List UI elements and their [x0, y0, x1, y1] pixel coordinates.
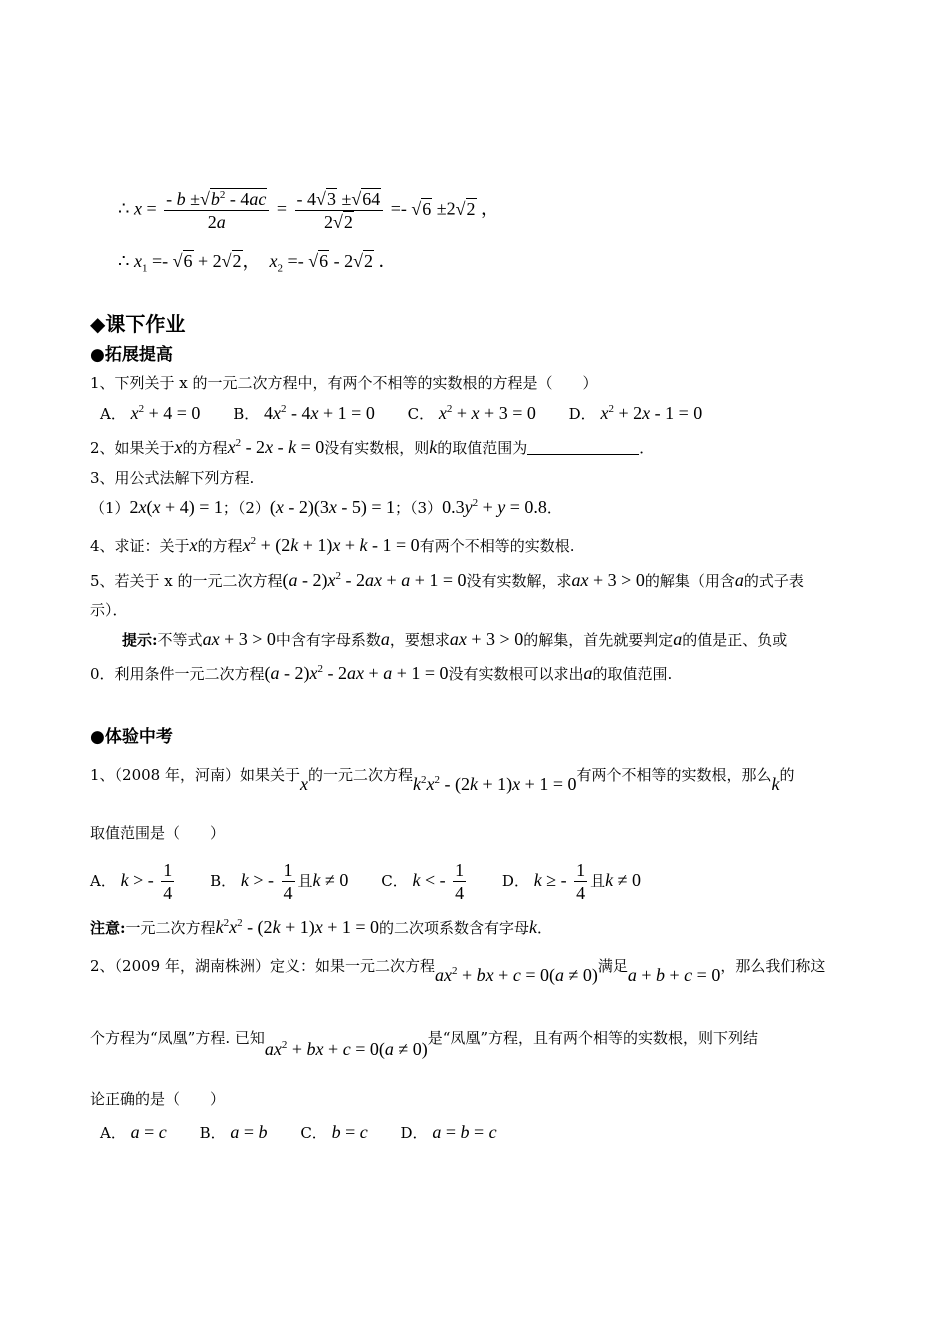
- solution-line-1: ∴ x = $\frac{- b \pm√b^2 - 4ac}{2a}$ = $\frac{- 4√3 \pm√64}{2√2}$ =- √6 ±2√2 ，: [118, 189, 500, 232]
- hint-line-1: 提示:不等式ax + 3 > 0中含有字母系数a，要想求ax + 3 > 0的解集，首先就要判定a的值是正、负或: [122, 629, 788, 649]
- exam-question-1-options: [90, 858, 641, 904]
- option-d: D． k ≥ - $\frac{1}{4}$ 且k ≠ 0: [501, 860, 642, 904]
- option-d: D． a = b = c: [400, 1122, 497, 1142]
- extend-question-1-options: [100, 402, 702, 425]
- option-b: B． a = b: [199, 1122, 268, 1142]
- option-b: B． k > - $\frac{1}{4}$ 且k ≠ 0: [210, 860, 349, 904]
- exam-question-2-options: [100, 1121, 497, 1144]
- note-label: 注意:: [90, 919, 126, 937]
- exam-question-2-line-2: 个方程为“凤凰”方程. 已知$ax^2$ + bx + c = 0(a ≠ 0)是“凤凰”方程，且有两个相等的实数根，则下列结: [90, 1029, 759, 1059]
- hint-line-2: 0．利用条件一元二次方程$(a - 2)x^2 - 2ax + a + 1 = 0$没有实数根可以求出a的取值范围.: [90, 663, 673, 683]
- option-a: A． a = c: [100, 1122, 167, 1142]
- extend-question-1: 1、下列关于 x 的一元二次方程中，有两个不相等的实数根的方程是（ ）: [90, 374, 598, 392]
- option-d: D． $x^2 + 2x - 1 = 0$: [568, 403, 703, 423]
- option-a: A． k > - $\frac{1}{4}$: [90, 860, 173, 904]
- exam-question-2-line-3: 论正确的是（ ）: [90, 1090, 226, 1108]
- extend-question-5-line-2: 示）．: [90, 601, 128, 619]
- extend-question-3-parts: （1）2x(x + 4) = 1；（2）(x - 2)(3x - 5) = 1；$(3)0.3y^2 + y = 0.8$．: [90, 497, 562, 517]
- option-a: A． $x^2 + 4 = 0$: [100, 403, 201, 423]
- exam-note: 注意:一元二次方程$k^2x^2 - (2k + 1)x + 1 = 0$的二次项系数含有字母k．: [90, 917, 553, 937]
- exam-question-2: 2、（2009 年，湖南株洲）定义：如果一元二次方程$ax^2$ + bx + c = 0(a ≠ 0)满足a + b + c = 0，那么我们称这: [90, 957, 826, 985]
- exam-question-1-line-2: 取值范围是（ ）: [90, 824, 226, 842]
- extend-section-title: ●拓展提高: [90, 345, 173, 365]
- quadratic-formula-fraction: $\frac{- b \pm√b^2 - 4ac}{2a}$: [164, 188, 269, 233]
- answer-blank: [527, 438, 639, 455]
- option-c: C． b = c: [300, 1122, 368, 1142]
- extend-question-4: 4、求证：关于x的方程$x^2 + (2k + 1)x + k - 1 = 0$有两个不相等的实数根.: [90, 535, 575, 555]
- exam-question-1: 1、（2008 年，河南）如果关于x的一元二次方程$k^2x^2 - (2k + 1)x + 1 = 0$有两个不相等的实数根，那么k的: [90, 766, 795, 794]
- option-c: C． k < - $\frac{1}{4}$: [381, 860, 465, 904]
- substituted-fraction: $\frac{- 4√3 \pm√64}{2√2}$: [295, 188, 384, 233]
- extend-question-5: 5、若关于 x 的一元二次方程$(a - 2)x^2 - 2ax + a + 1 = 0$没有实数解，求ax + 3 > 0的解集（用含a的式子表: [90, 570, 804, 590]
- exam-section-title: ●体验中考: [90, 727, 173, 747]
- homework-section-title: ◆课下作业: [90, 312, 186, 336]
- extend-question-3: 3、用公式法解下列方程.: [90, 469, 255, 487]
- option-c: C． $x^2 + x + 3 = 0$: [407, 403, 536, 423]
- hint-label: 提示:: [122, 631, 158, 649]
- extend-question-2: 2、如果关于x的方程$x^2 - 2x - k = 0$没有实数根，则k的取值范围为 ．: [90, 437, 655, 457]
- solution-line-2: ∴ $x_1 =- √6 + 2√2$， $x_2 =- √6 - 2√2$ ．: [118, 251, 397, 275]
- option-b: B． $4x^2 - 4x + 1 = 0$: [233, 403, 375, 423]
